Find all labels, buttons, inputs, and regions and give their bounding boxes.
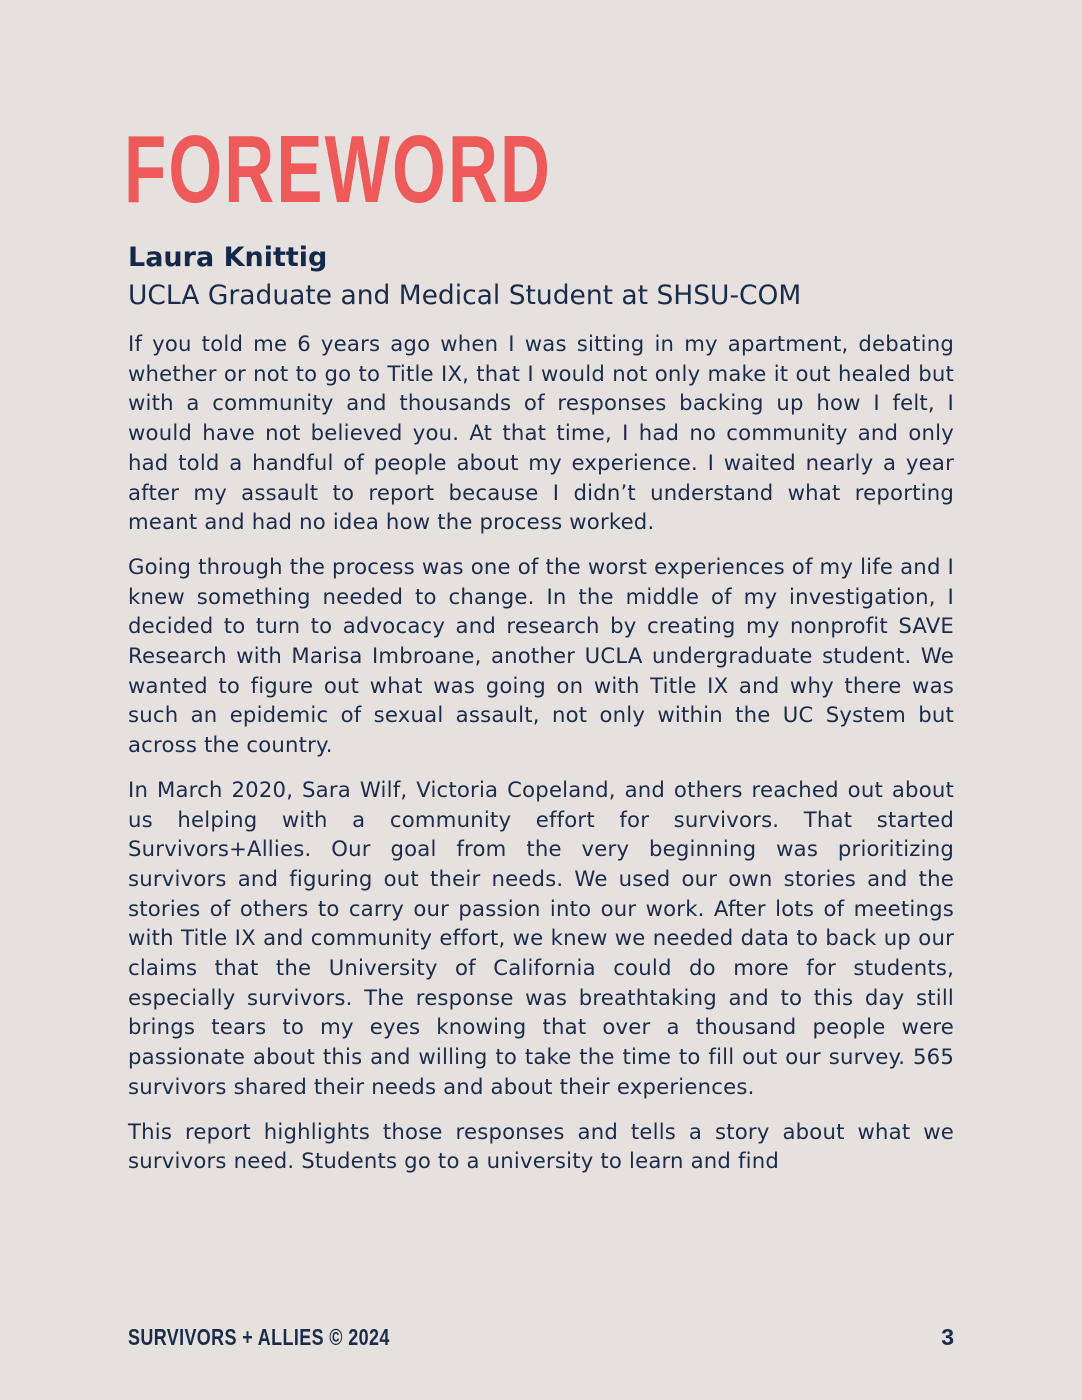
author-role: UCLA Graduate and Medical Student at SHSU-COM <box>128 280 802 311</box>
paragraph: Going through the process was one of the worst experiences of my life and I knew something needed to change. In the middle of my investigation, I decided to turn to advocacy and research by creating my nonprofit SAVE Research with Marisa Imbroane, another UCLA undergraduate student. We wanted to figure out what was going on with Title IX and why there was such an epidemic of sexual assault, not only within the UC System but across the country. <box>128 553 954 758</box>
paragraph: If you told me 6 years ago when I was sitting in my apartment, debating whether or not to go to Title IX, that I would not only make it out healed but with a community and thousands of responses backing up how I felt, I would have not believed you. At that time, I had no community and only had told a handful of people about my experience. I waited nearly a year after my assault to report because I didn’t understand what reporting meant and had no idea how the process worked. <box>128 331 954 535</box>
author-name: Laura Knittig <box>128 242 328 273</box>
page-footer <box>128 1322 954 1352</box>
page-title: FOREWORD <box>124 116 553 223</box>
paragraph: This report highlights those responses and tells a story about what we survivors need. Students go to a university to learn and find <box>128 1118 954 1174</box>
paragraph: In March 2020, Sara Wilf, Victoria Copeland, and others reached out about us helping with a community effort for survivors. That started Survivors+Allies. Our goal from the very beginning was prioritizing survivors and figuring out their needs. We used our own stories and the stories of others to carry our passion into our work. After lots of meetings with Title IX and community effort, we knew we needed data to back up our claims that the University of California could do more for students, especially survivors. The response was breathtaking and to this day still brings tears to my eyes knowing that over a thousand people were passionate about this and willing to take the time to fill out our survey. 565 survivors shared their needs and about their experiences. <box>128 776 954 1099</box>
page-number: 3 <box>941 1324 954 1350</box>
document-page <box>124 0 954 1400</box>
footer-copyright: SURVIVORS + ALLIES © 2024 <box>128 1324 390 1350</box>
body-text <box>128 329 954 1191</box>
